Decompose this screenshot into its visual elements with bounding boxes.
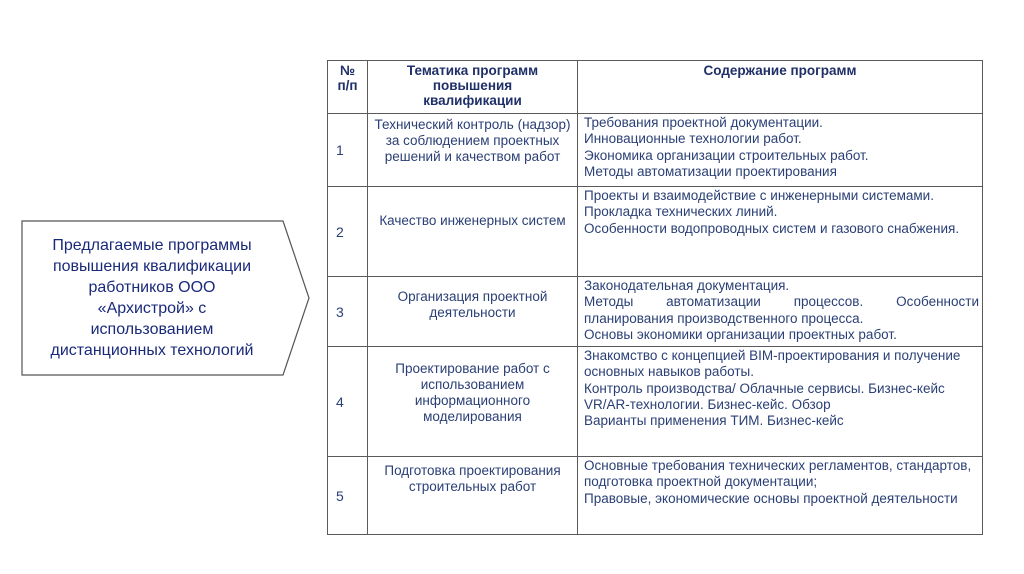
content-line: Методы автоматизации проектирования [584, 163, 837, 179]
content-line: Проекты и взаимодействие с инженерными системами. [584, 188, 934, 203]
callout-text: Предлагаемые программы повышения квалификации работников ООО «Архистрой» с использованием дистанционных технологий [50, 237, 254, 359]
table-row [328, 277, 983, 347]
content-line: VR/AR-технологии. Бизнес-кейс. Обзор [584, 396, 831, 412]
table-row [328, 114, 983, 187]
content-line: Требования проектной документации. [584, 115, 823, 130]
content-line: Инновационные технологии работ. [584, 131, 802, 147]
content-line: Знакомство с концепцией BIM-проектирования и получение основных навыков работы. [584, 348, 961, 380]
row-number: 2 [328, 187, 368, 277]
callout-box [21, 220, 311, 376]
row-content [578, 347, 983, 457]
content-line: Экономика организации строительных работ. [584, 147, 869, 163]
row-topic: Организация проектной деятельности [368, 277, 578, 347]
programs-table [327, 60, 983, 535]
row-number: 1 [328, 114, 368, 187]
header-topic: Тематика программ повышения квалификации [368, 61, 578, 114]
row-number: 4 [328, 347, 368, 457]
header-content: Содержание программ [578, 61, 983, 114]
content-line: Правовые, экономические основы проектной деятельности [584, 490, 958, 506]
row-content [578, 457, 983, 535]
row-number: 3 [328, 277, 368, 347]
row-number: 5 [328, 457, 368, 535]
header-number: № п/п [328, 61, 368, 114]
row-topic: Проектирование работ с использованием информационного моделирования [368, 347, 578, 457]
content-line: Основные требования технических регламентов, стандартов, подготовка проектной документации; [584, 458, 972, 490]
content-line: Варианты применения ТИМ. Бизнес-кейс [584, 413, 844, 429]
table-row [328, 457, 983, 535]
table-row [328, 187, 983, 277]
table-row [328, 347, 983, 457]
row-topic: Подготовка проектирования строительных работ [368, 457, 578, 535]
row-content [578, 114, 983, 187]
table-header-row [328, 61, 983, 114]
content-line: Прокладка технических линий. [584, 204, 778, 220]
row-topic: Качество инженерных систем [368, 187, 578, 277]
content-line: Основы экономики организации проектных работ. [584, 326, 897, 342]
row-content [578, 187, 983, 277]
content-line: Контроль производства/ Облачные сервисы. Бизнес-кейс [584, 380, 945, 396]
row-content [578, 277, 983, 347]
content-line: Особенности водопроводных систем и газового снабжения. [584, 220, 960, 236]
row-topic: Технический контроль (надзор) за соблюдением проектных решений и качеством работ [368, 114, 578, 187]
content-line: Методы автоматизации процессов. Особенности планирования производственного процесса. [584, 294, 979, 326]
content-line: Законодательная документация. [584, 278, 790, 293]
